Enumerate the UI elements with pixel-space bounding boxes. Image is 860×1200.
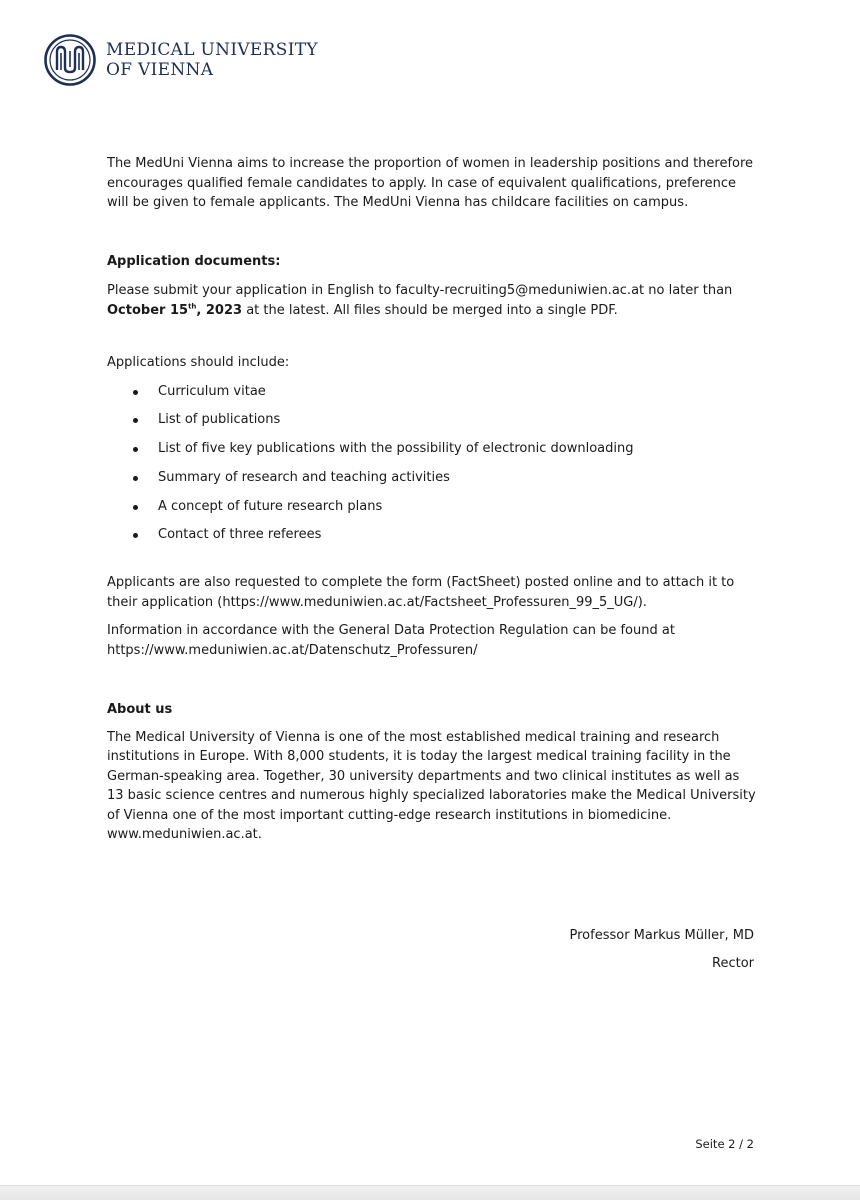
about-paragraph: The Medical University of Vienna is one of the most established medical training and research institutions in Europe. With 8,000 students, it is today the largest medical training facility in the German-speaking area. Together, 30 university departments and two clinical institutes as well as 13 basic science centres and numerous highly specialized laboratories make the Medical University of Vienna one of the most important cutting-edge research institutions in biomedicine. www.meduniwien.ac.at. [107, 729, 756, 843]
application-line-b: at the latest. All files should be merged into a single PDF. [242, 302, 618, 318]
deadline-month-day: October 15 [107, 302, 189, 318]
about-heading: About us [107, 702, 173, 718]
deadline-suffix: th [188, 302, 197, 311]
includes-intro: Applications should include: [107, 355, 290, 370]
list-item: Curriculum vitae [107, 382, 757, 411]
university-seal-icon [44, 34, 96, 86]
gdpr-line-1: Information in accordance with the General Data Protection Regulation can be found at [107, 623, 675, 639]
logo-line-1: MEDICAL UNIVERSITY [106, 40, 318, 60]
signatory-name: Professor Markus Müller, MD [569, 928, 754, 943]
gdpr-link[interactable]: https://www.meduniwien.ac.at/Datenschutz_Professuren/ [107, 642, 478, 658]
list-item: List of publications [107, 410, 757, 439]
signature-block [570, 922, 755, 978]
list-item: A concept of future research plans [107, 497, 757, 526]
list-item: Summary of research and teaching activities [107, 468, 757, 497]
letter-body [107, 154, 757, 845]
application-heading: Application documents: [107, 253, 281, 269]
university-name [106, 40, 318, 80]
signatory-title: Rector [712, 956, 754, 971]
page-bottom-edge [0, 1185, 860, 1200]
gdpr-paragraph [107, 621, 757, 660]
deadline-year: , 2023 [196, 302, 243, 318]
application-line-a: Please submit your application in English to faculty-recruiting5@meduniwien.ac.at no later than [107, 283, 733, 298]
deadline-date [107, 303, 242, 318]
includes-list [107, 382, 757, 555]
logo-line-2: OF VIENNA [106, 60, 214, 80]
page-number: Seite 2 / 2 [695, 1137, 754, 1151]
list-item: List of five key publications with the possibility of electronic downloading [107, 439, 757, 468]
factsheet-paragraph: Applicants are also requested to complete the form (FactSheet) posted online and to attach it to their application (https://www.meduniwien.ac.at/Factsheet_Professuren_99_5_UG/). [107, 575, 735, 610]
intro-paragraph: The MedUni Vienna aims to increase the proportion of women in leadership positions and therefore encourages qualified female candidates to apply. In case of equivalent qualifications, preference will be given to female applicants. The MedUni Vienna has childcare facilities on campus. [107, 156, 754, 210]
list-item: Contact of three referees [107, 525, 757, 554]
university-logo [44, 34, 318, 86]
application-paragraph [107, 281, 757, 320]
